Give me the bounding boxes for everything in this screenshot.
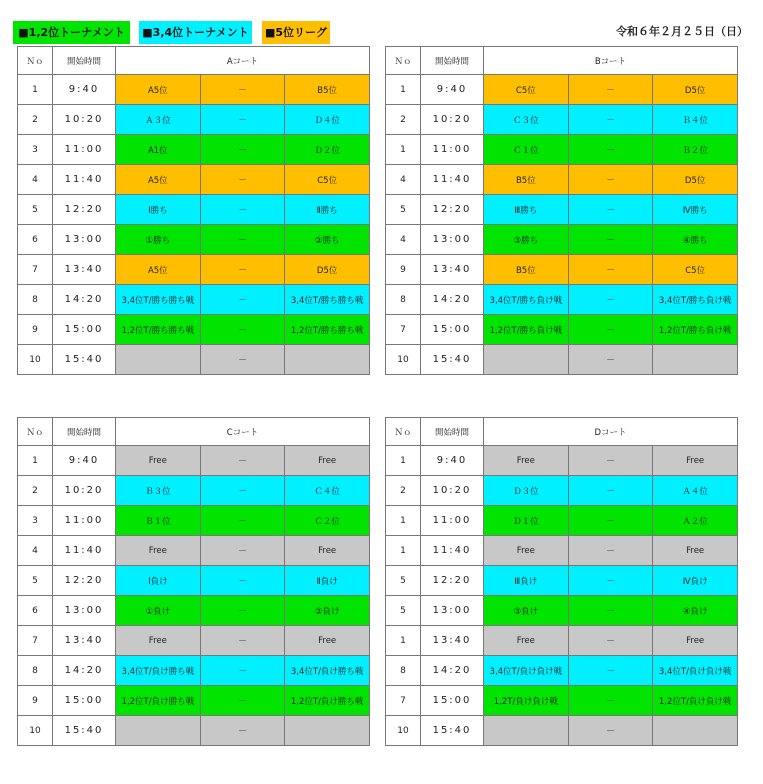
match-number: 10 bbox=[18, 716, 53, 746]
team-b: ④勝ち bbox=[653, 225, 738, 255]
match-number: 7 bbox=[18, 255, 53, 285]
team-a: 1,2位T/勝ち負け戦 bbox=[484, 315, 569, 345]
match-number: 10 bbox=[386, 345, 421, 375]
versus-dash: － bbox=[200, 165, 285, 195]
match-number: 2 bbox=[386, 105, 421, 135]
team-a bbox=[484, 716, 569, 746]
match-number: 6 bbox=[18, 225, 53, 255]
versus-dash: － bbox=[568, 225, 653, 255]
start-time: 12:20 bbox=[53, 195, 116, 225]
header-court-name: Bコート bbox=[484, 47, 738, 75]
table-row bbox=[18, 135, 370, 165]
team-a: Ｃ３位 bbox=[484, 105, 569, 135]
table-row bbox=[386, 285, 738, 315]
versus-dash: － bbox=[568, 506, 653, 536]
table-row bbox=[386, 315, 738, 345]
team-a: A5位 bbox=[116, 255, 201, 285]
versus-dash: － bbox=[568, 135, 653, 165]
match-number: 3 bbox=[18, 135, 53, 165]
header-start-time: 開始時間 bbox=[53, 47, 116, 75]
team-b: Ⅳ負け bbox=[653, 566, 738, 596]
table-row bbox=[18, 476, 370, 506]
match-number: 4 bbox=[18, 536, 53, 566]
table-row bbox=[386, 476, 738, 506]
table-row bbox=[386, 225, 738, 255]
match-number: 2 bbox=[386, 476, 421, 506]
start-time: 13:00 bbox=[421, 596, 484, 626]
versus-dash: － bbox=[200, 566, 285, 596]
table-row bbox=[18, 165, 370, 195]
match-number: 5 bbox=[18, 566, 53, 596]
versus-dash: － bbox=[568, 716, 653, 746]
start-time: 12:20 bbox=[421, 195, 484, 225]
table-row bbox=[386, 345, 738, 375]
table-row bbox=[386, 656, 738, 686]
start-time: 15:40 bbox=[53, 716, 116, 746]
team-b: 3,4位T/負け勝ち戦 bbox=[285, 656, 370, 686]
header-row bbox=[386, 418, 738, 446]
court-table bbox=[17, 417, 370, 746]
team-a: Free bbox=[116, 446, 201, 476]
match-number: 1 bbox=[386, 506, 421, 536]
table-row bbox=[18, 566, 370, 596]
start-time: 13:40 bbox=[421, 626, 484, 656]
versus-dash: － bbox=[200, 255, 285, 285]
start-time: 13:00 bbox=[53, 596, 116, 626]
team-a bbox=[116, 345, 201, 375]
team-b: C5位 bbox=[653, 255, 738, 285]
versus-dash: － bbox=[200, 716, 285, 746]
team-b: Ⅳ勝ち bbox=[653, 195, 738, 225]
match-number: 8 bbox=[18, 656, 53, 686]
match-number: 1 bbox=[386, 626, 421, 656]
table-row bbox=[386, 165, 738, 195]
header-no: Ｎｏ bbox=[18, 47, 53, 75]
match-number: 1 bbox=[386, 135, 421, 165]
table-row bbox=[18, 75, 370, 105]
team-a: Ｂ１位 bbox=[116, 506, 201, 536]
team-a: 3,4位T/負け負け戦 bbox=[484, 656, 569, 686]
versus-dash: － bbox=[568, 105, 653, 135]
start-time: 9:40 bbox=[53, 446, 116, 476]
versus-dash: － bbox=[200, 135, 285, 165]
team-a: Ｃ１位 bbox=[484, 135, 569, 165]
start-time: 15:00 bbox=[421, 315, 484, 345]
team-a: 3,4位T/勝ち勝ち戦 bbox=[116, 285, 201, 315]
header-start-time: 開始時間 bbox=[421, 47, 484, 75]
versus-dash: － bbox=[568, 566, 653, 596]
team-b: Ｄ４位 bbox=[285, 105, 370, 135]
versus-dash: － bbox=[568, 686, 653, 716]
match-number: 5 bbox=[386, 195, 421, 225]
start-time: 12:20 bbox=[53, 566, 116, 596]
team-b: Free bbox=[285, 536, 370, 566]
match-number: 5 bbox=[386, 566, 421, 596]
match-number: 4 bbox=[386, 225, 421, 255]
start-time: 11:40 bbox=[421, 165, 484, 195]
start-time: 10:20 bbox=[53, 476, 116, 506]
versus-dash: － bbox=[200, 75, 285, 105]
team-b: ④負け bbox=[653, 596, 738, 626]
match-number: 4 bbox=[386, 165, 421, 195]
team-a: ①勝ち bbox=[116, 225, 201, 255]
team-a: B5位 bbox=[484, 165, 569, 195]
start-time: 11:00 bbox=[53, 506, 116, 536]
court-table bbox=[385, 417, 738, 746]
match-number: 1 bbox=[386, 446, 421, 476]
team-a bbox=[484, 345, 569, 375]
team-a: Ｄ３位 bbox=[484, 476, 569, 506]
team-b: D5位 bbox=[653, 75, 738, 105]
team-a: A1位 bbox=[116, 135, 201, 165]
table-row bbox=[18, 195, 370, 225]
versus-dash: － bbox=[200, 536, 285, 566]
versus-dash: － bbox=[200, 596, 285, 626]
table-row bbox=[386, 446, 738, 476]
team-a: A5位 bbox=[116, 75, 201, 105]
team-a: Free bbox=[116, 626, 201, 656]
table-row bbox=[386, 566, 738, 596]
team-b: C5位 bbox=[285, 165, 370, 195]
table-row bbox=[18, 225, 370, 255]
legend-1-2-tournament: ■1,2位トーナメント bbox=[13, 21, 130, 44]
court-table bbox=[17, 46, 370, 375]
table-row bbox=[386, 596, 738, 626]
versus-dash: － bbox=[200, 476, 285, 506]
team-a: ①負け bbox=[116, 596, 201, 626]
team-a: Free bbox=[484, 446, 569, 476]
start-time: 13:40 bbox=[53, 626, 116, 656]
match-number: 7 bbox=[18, 626, 53, 656]
table-row bbox=[386, 626, 738, 656]
header-row bbox=[386, 47, 738, 75]
start-time: 13:40 bbox=[421, 255, 484, 285]
table-row bbox=[18, 345, 370, 375]
match-number: 5 bbox=[386, 596, 421, 626]
table-row bbox=[18, 255, 370, 285]
table-row bbox=[386, 686, 738, 716]
match-number: 9 bbox=[386, 255, 421, 285]
team-a: 3,4位T/勝ち負け戦 bbox=[484, 285, 569, 315]
versus-dash: － bbox=[200, 656, 285, 686]
versus-dash: － bbox=[568, 476, 653, 506]
header-start-time: 開始時間 bbox=[421, 418, 484, 446]
team-b: 3,4位T/勝ち勝ち戦 bbox=[285, 285, 370, 315]
match-number: 1 bbox=[18, 75, 53, 105]
start-time: 9:40 bbox=[53, 75, 116, 105]
team-b: 3,4位T/勝ち負け戦 bbox=[653, 285, 738, 315]
team-b: Ｂ４位 bbox=[653, 105, 738, 135]
table-row bbox=[386, 506, 738, 536]
team-a: 1,2位T/負け勝ち戦 bbox=[116, 686, 201, 716]
team-b: Free bbox=[653, 626, 738, 656]
table-row bbox=[386, 536, 738, 566]
legend-3-4-tournament: ■3,4位トーナメント bbox=[139, 21, 252, 44]
versus-dash: － bbox=[200, 345, 285, 375]
match-number: 1 bbox=[386, 75, 421, 105]
legend-5th-league: ■5位リーグ bbox=[262, 21, 330, 44]
team-b bbox=[653, 345, 738, 375]
team-b: 1,2位T/勝ち負け戦 bbox=[653, 315, 738, 345]
team-a: 1,2位T/勝ち勝ち戦 bbox=[116, 315, 201, 345]
start-time: 14:20 bbox=[53, 285, 116, 315]
team-a: Ⅲ勝ち bbox=[484, 195, 569, 225]
start-time: 15:00 bbox=[421, 686, 484, 716]
team-b bbox=[653, 716, 738, 746]
start-time: 11:00 bbox=[421, 135, 484, 165]
versus-dash: － bbox=[568, 345, 653, 375]
start-time: 11:40 bbox=[53, 165, 116, 195]
table-row bbox=[18, 506, 370, 536]
header-no: Ｎｏ bbox=[386, 418, 421, 446]
versus-dash: － bbox=[568, 255, 653, 285]
team-a: A5位 bbox=[116, 165, 201, 195]
start-time: 15:40 bbox=[421, 345, 484, 375]
start-time: 15:40 bbox=[53, 345, 116, 375]
team-b: Ａ４位 bbox=[653, 476, 738, 506]
versus-dash: － bbox=[568, 75, 653, 105]
team-b: 1,2位T/勝ち勝ち戦 bbox=[285, 315, 370, 345]
match-number: 2 bbox=[18, 476, 53, 506]
match-number: 7 bbox=[386, 686, 421, 716]
start-time: 13:00 bbox=[421, 225, 484, 255]
event-date: 令和６年２月２５日（日） bbox=[616, 25, 748, 38]
versus-dash: － bbox=[200, 225, 285, 255]
table-row bbox=[18, 285, 370, 315]
start-time: 11:00 bbox=[53, 135, 116, 165]
match-number: 1 bbox=[386, 536, 421, 566]
header-start-time: 開始時間 bbox=[53, 418, 116, 446]
team-b: Free bbox=[653, 446, 738, 476]
table-row bbox=[18, 716, 370, 746]
header-no: Ｎｏ bbox=[386, 47, 421, 75]
table-row bbox=[18, 656, 370, 686]
table-row bbox=[386, 135, 738, 165]
match-number: 3 bbox=[18, 506, 53, 536]
table-row bbox=[386, 105, 738, 135]
team-b bbox=[285, 345, 370, 375]
team-a: Free bbox=[484, 626, 569, 656]
match-number: 7 bbox=[386, 315, 421, 345]
versus-dash: － bbox=[568, 446, 653, 476]
table-row bbox=[18, 536, 370, 566]
match-number: 10 bbox=[386, 716, 421, 746]
versus-dash: － bbox=[568, 656, 653, 686]
team-b: D5位 bbox=[653, 165, 738, 195]
start-time: 11:00 bbox=[421, 506, 484, 536]
team-a: B5位 bbox=[484, 255, 569, 285]
start-time: 9:40 bbox=[421, 446, 484, 476]
versus-dash: － bbox=[200, 285, 285, 315]
table-row bbox=[18, 315, 370, 345]
team-a: 1,2T/負け負け戦 bbox=[484, 686, 569, 716]
header-court-name: Aコート bbox=[116, 47, 370, 75]
versus-dash: － bbox=[200, 686, 285, 716]
versus-dash: － bbox=[200, 626, 285, 656]
start-time: 15:00 bbox=[53, 315, 116, 345]
start-time: 9:40 bbox=[421, 75, 484, 105]
team-a: Ｄ１位 bbox=[484, 506, 569, 536]
match-number: 1 bbox=[18, 446, 53, 476]
team-b: Ｄ２位 bbox=[285, 135, 370, 165]
match-number: 10 bbox=[18, 345, 53, 375]
team-b: ②負け bbox=[285, 596, 370, 626]
header-row bbox=[18, 47, 370, 75]
header-court-name: Dコート bbox=[484, 418, 738, 446]
team-b: 1,2位T/負け勝ち戦 bbox=[285, 686, 370, 716]
match-number: 8 bbox=[18, 285, 53, 315]
start-time: 11:40 bbox=[53, 536, 116, 566]
team-b bbox=[285, 716, 370, 746]
team-a: 3,4位T/負け勝ち戦 bbox=[116, 656, 201, 686]
match-number: 9 bbox=[18, 686, 53, 716]
team-b: Free bbox=[285, 446, 370, 476]
team-b: Free bbox=[653, 536, 738, 566]
team-a: Free bbox=[484, 536, 569, 566]
match-number: 4 bbox=[18, 165, 53, 195]
table-row bbox=[386, 75, 738, 105]
start-time: 13:00 bbox=[53, 225, 116, 255]
team-a: ③負け bbox=[484, 596, 569, 626]
team-a: Ⅰ勝ち bbox=[116, 195, 201, 225]
header-no: Ｎｏ bbox=[18, 418, 53, 446]
start-time: 10:20 bbox=[421, 105, 484, 135]
team-a: C5位 bbox=[484, 75, 569, 105]
versus-dash: － bbox=[568, 195, 653, 225]
team-a: Ⅲ負け bbox=[484, 566, 569, 596]
team-b: Ａ２位 bbox=[653, 506, 738, 536]
start-time: 15:00 bbox=[53, 686, 116, 716]
team-b: 3,4位T/負け負け戦 bbox=[653, 656, 738, 686]
table-row bbox=[18, 596, 370, 626]
team-b: Ｂ２位 bbox=[653, 135, 738, 165]
match-number: 6 bbox=[18, 596, 53, 626]
table-row bbox=[386, 255, 738, 285]
match-number: 9 bbox=[18, 315, 53, 345]
match-number: 8 bbox=[386, 285, 421, 315]
versus-dash: － bbox=[568, 536, 653, 566]
team-b: ②勝ち bbox=[285, 225, 370, 255]
start-time: 12:20 bbox=[421, 566, 484, 596]
versus-dash: － bbox=[200, 446, 285, 476]
table-row bbox=[386, 716, 738, 746]
versus-dash: － bbox=[568, 165, 653, 195]
match-number: 2 bbox=[18, 105, 53, 135]
team-b: Free bbox=[285, 626, 370, 656]
match-number: 8 bbox=[386, 656, 421, 686]
team-b: B5位 bbox=[285, 75, 370, 105]
team-a bbox=[116, 716, 201, 746]
table-row bbox=[18, 686, 370, 716]
court-table bbox=[385, 46, 738, 375]
versus-dash: － bbox=[200, 105, 285, 135]
start-time: 10:20 bbox=[53, 105, 116, 135]
header-court-name: Cコート bbox=[116, 418, 370, 446]
team-b: Ⅱ負け bbox=[285, 566, 370, 596]
team-a: Ｂ３位 bbox=[116, 476, 201, 506]
table-row bbox=[386, 195, 738, 225]
start-time: 14:20 bbox=[421, 285, 484, 315]
table-row bbox=[18, 626, 370, 656]
start-time: 11:40 bbox=[421, 536, 484, 566]
versus-dash: － bbox=[200, 506, 285, 536]
team-a: Ａ３位 bbox=[116, 105, 201, 135]
team-b: Ｃ４位 bbox=[285, 476, 370, 506]
versus-dash: － bbox=[200, 315, 285, 345]
versus-dash: － bbox=[568, 596, 653, 626]
versus-dash: － bbox=[568, 285, 653, 315]
team-a: ③勝ち bbox=[484, 225, 569, 255]
header-row bbox=[18, 418, 370, 446]
start-time: 15:40 bbox=[421, 716, 484, 746]
team-b: Ⅱ勝ち bbox=[285, 195, 370, 225]
start-time: 10:20 bbox=[421, 476, 484, 506]
start-time: 14:20 bbox=[53, 656, 116, 686]
team-b: Ｃ２位 bbox=[285, 506, 370, 536]
versus-dash: － bbox=[568, 626, 653, 656]
team-b: 1,2位T/負け負け戦 bbox=[653, 686, 738, 716]
table-row bbox=[18, 446, 370, 476]
start-time: 14:20 bbox=[421, 656, 484, 686]
team-a: Free bbox=[116, 536, 201, 566]
match-number: 5 bbox=[18, 195, 53, 225]
table-row bbox=[18, 105, 370, 135]
versus-dash: － bbox=[568, 315, 653, 345]
team-a: Ⅰ負け bbox=[116, 566, 201, 596]
start-time: 13:40 bbox=[53, 255, 116, 285]
team-b: D5位 bbox=[285, 255, 370, 285]
versus-dash: － bbox=[200, 195, 285, 225]
